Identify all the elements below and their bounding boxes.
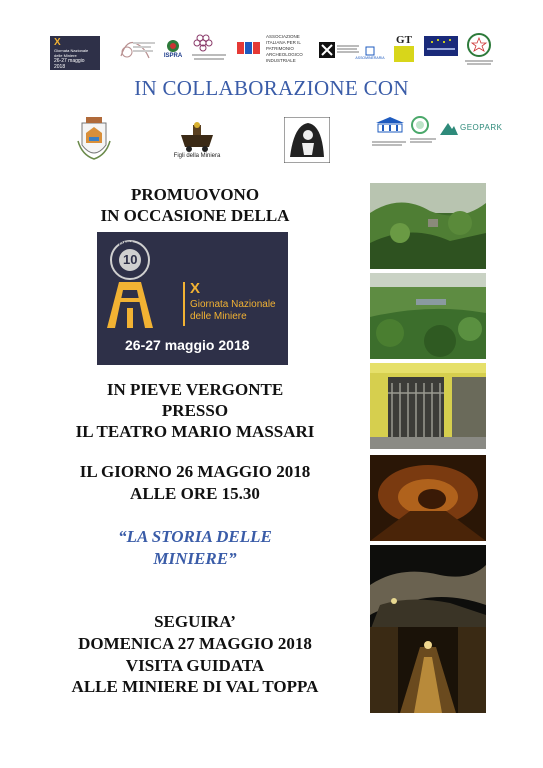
hammer-pick-icon: [319, 42, 335, 58]
figli-miniera-label: Figli della Miniera: [173, 153, 221, 159]
geologi-text: [462, 59, 496, 66]
emblem-icon: [166, 39, 180, 53]
gnm-small-logo: [50, 36, 100, 70]
mine-cart-icon: [177, 121, 217, 153]
follow-line-4: ALLE MINIERE DI VAL TOPPA: [71, 677, 319, 696]
temple-icon: [372, 115, 408, 135]
gnm-badge-number: 10: [123, 252, 138, 267]
photo-cave-chamber: [370, 545, 486, 631]
follow-line-2: DOMENICA 27 MAGGIO 2018: [78, 634, 312, 653]
date-line-1: IL GIORNO 26 MAGGIO 2018: [79, 462, 311, 481]
c3o-logo: [236, 36, 262, 60]
circle-logo-text: [410, 137, 438, 144]
gnm-badge-top: GNM: [119, 242, 133, 248]
unesco-logo: [372, 115, 408, 149]
photo-lit-gallery: [370, 627, 486, 713]
ispra-logo: [160, 32, 186, 66]
geology-society-logo: [113, 34, 157, 66]
date-line-2: ALLE ORE 15.30: [130, 484, 260, 503]
miner-figure-logo: [284, 117, 330, 163]
talk-title-line-1: “LA STORIA DELLE: [118, 527, 272, 546]
occasion-line: IN OCCASIONE DELLA: [100, 206, 290, 225]
place-line-2: PRESSO: [161, 401, 229, 420]
gnm-dates: 26-27 maggio 2018: [125, 337, 250, 353]
star-banner-logo: [424, 36, 458, 56]
municipality-crest-icon: [74, 115, 114, 165]
photo-mine-entrance: [370, 363, 486, 449]
geopark-label: GEOPARK: [460, 123, 503, 132]
gnm-title-line2: delle Miniere: [190, 311, 247, 322]
photo-forest-valley: [370, 183, 486, 269]
assomineraria-logo: [355, 40, 385, 66]
gt-green-block: [394, 46, 414, 62]
republic-emblem-icon: [466, 32, 492, 58]
gnm-small-numeral: X: [54, 36, 61, 48]
gnm-event-logo: [97, 232, 288, 365]
shield-icon: [365, 46, 375, 56]
follow-line-3: VISITA GUIDATA: [125, 656, 265, 675]
aipai-logo: [266, 34, 316, 64]
promote-line: PROMUOVONO: [130, 185, 260, 204]
gnm-small-title: Giornata Nazionale delle Miniere: [54, 47, 89, 58]
assomineraria-label: ASSOMINERARIA: [355, 56, 385, 60]
mountain-icon: [440, 121, 458, 135]
figli-miniera-logo: [173, 115, 221, 165]
talk-title-line-2: MINIERE”: [153, 549, 237, 568]
geopark-logo: [440, 115, 503, 139]
grapes-logo: [188, 32, 230, 66]
gnm-small-dates: 26-27 maggio 2018: [54, 57, 85, 70]
place-line-1: IN PIEVE VERGONTE: [106, 380, 284, 399]
gt-logo: [392, 30, 416, 66]
gnm-title-line1: Giornata Nazionale: [190, 299, 276, 310]
aipai-text: ASSOCIAZIONE ITALIANA PER IL PATRIMONIO ARCHEOLOGICO INDUSTRIALE: [266, 34, 303, 63]
collaboration-heading: IN COLLABORAZIONE CON: [134, 76, 409, 100]
place-line-3: IL TEATRO MARIO MASSARI: [75, 422, 315, 441]
ispra-label: ISPRA: [163, 53, 183, 59]
gnm-numeral: X: [190, 280, 201, 297]
photo-green-slope: [370, 273, 486, 359]
photo-mine-tunnel: [370, 455, 486, 541]
gt-letters: GT: [396, 34, 412, 46]
circle-logo-icon: [410, 115, 430, 135]
follow-line-1: SEGUIRA’: [154, 612, 236, 631]
